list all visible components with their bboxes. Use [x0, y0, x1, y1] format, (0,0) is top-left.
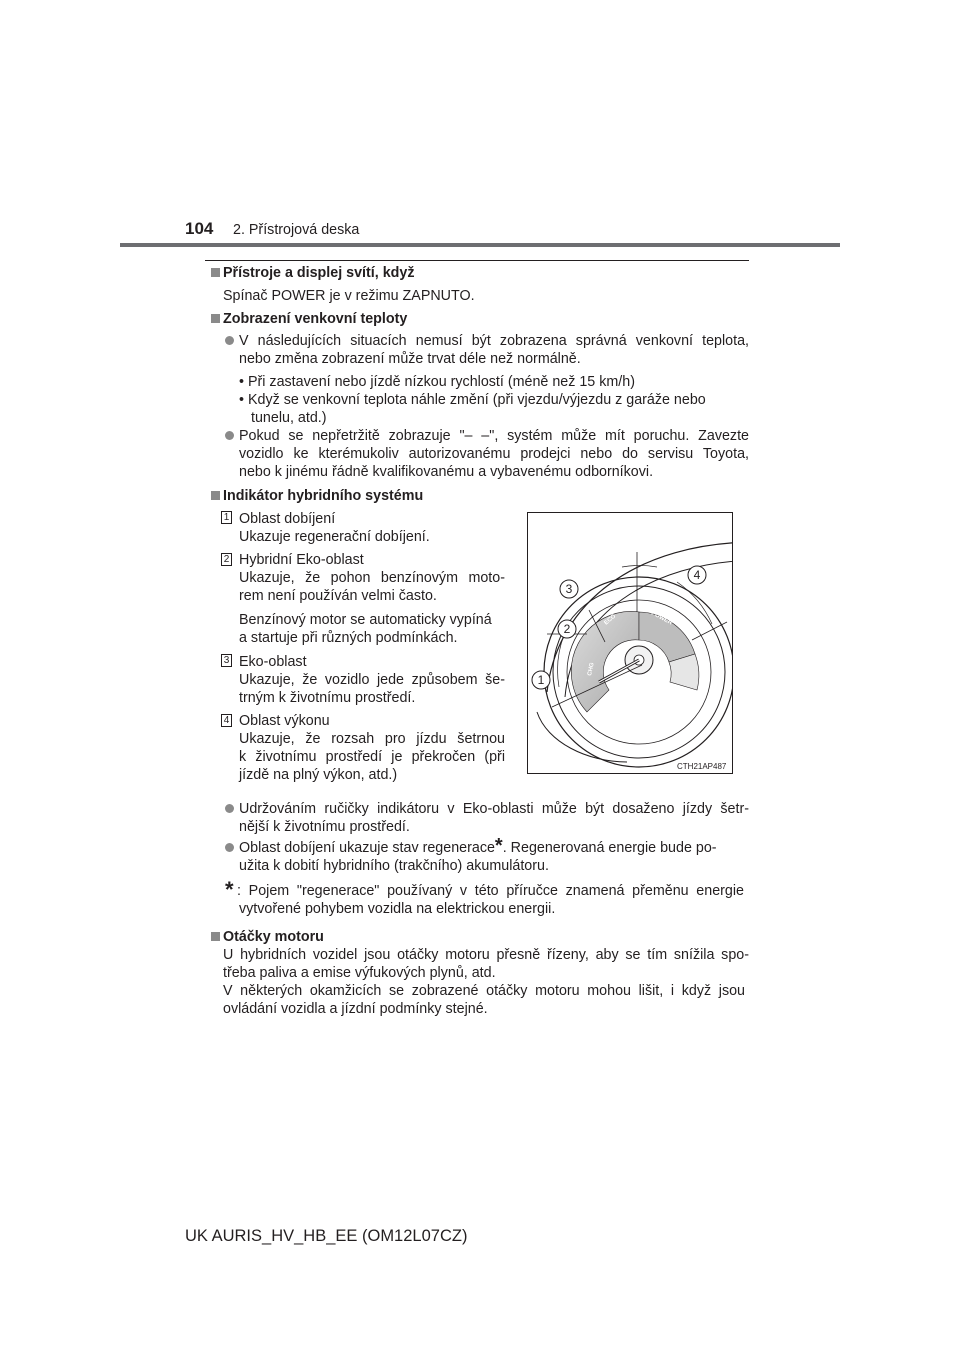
section-marker: [211, 491, 220, 500]
item-text: rem není používán velmi často.: [239, 588, 437, 604]
section-marker: [211, 268, 220, 277]
section-body: Spínač POWER je v režimu ZAPNUTO.: [223, 288, 475, 304]
list-item: tunelu, atd.): [251, 410, 327, 426]
header-rule: [120, 243, 840, 247]
gauge-label-eco: ECO: [603, 613, 618, 627]
bullet-dot: [225, 843, 234, 852]
paragraph-line: V následujících situacích nemusí být zobrazena správná venkovní teplota,: [239, 333, 749, 349]
paragraph-line: [239, 835, 749, 857]
section-title: Zobrazení venkovní teploty: [223, 311, 408, 327]
section-marker: [211, 314, 220, 323]
footer-model: UK AURIS_HV_HB_EE (OM12L07CZ): [185, 1227, 468, 1245]
paragraph-line: Pokud se nepřetržitě zobrazuje "– –", systém může mít poruchu. Zavezte: [239, 428, 749, 444]
bullet-dot: [225, 336, 234, 345]
item-text: jízdě na plný výkon, atd.): [239, 767, 398, 783]
callout-label: 4: [693, 568, 701, 582]
section-marker: [211, 932, 220, 941]
gauge-label-chg: CHG: [587, 662, 596, 677]
footnote-star: *: [225, 877, 234, 902]
footnote-line: : Pojem "regenerace" používaný v této příručce znamená přeměnu energie: [237, 883, 744, 899]
section-rule: [205, 260, 749, 261]
item-number: 1: [221, 511, 232, 524]
chapter-title: 2. Přístrojová deska: [233, 222, 360, 238]
paragraph-line: nebo změna zobrazení může trvat déle než normálně.: [239, 351, 581, 367]
list-item: • Při zastavení nebo jízdě nízkou rychlostí (méně než 15 km/h): [239, 374, 635, 390]
item-title: Oblast dobíjení: [239, 511, 336, 527]
paragraph-line: třeba paliva a emise výfukových plynů, atd.: [223, 965, 496, 981]
item-number: 4: [221, 714, 232, 727]
item-title: Oblast výkonu: [239, 713, 330, 729]
item-title: Hybridní Eko-oblast: [239, 552, 364, 568]
item-number: 2: [221, 553, 232, 566]
item-text: Ukazuje, že rozsah pro jízdu šetrnou: [239, 731, 505, 747]
paragraph-text: Oblast dobíjení ukazuje stav regenerace*. Regenerovaná energie bude po-: [239, 835, 717, 857]
paragraph-line: užita k dobití hybridního (trakčního) akumulátoru.: [239, 858, 549, 874]
figure-code: CTH21AP487: [677, 762, 727, 771]
paragraph-line: V některých okamžicích se zobrazené otáčky motoru mohou lišit, i když jsou: [223, 983, 745, 999]
page-number: 104: [185, 219, 214, 238]
list-item: • Když se venkovní teplota náhle změní (při vjezdu/výjezdu z garáže nebo: [239, 392, 706, 408]
callout-label: 2: [563, 622, 571, 636]
item-text: trným k životnímu prostředí.: [239, 690, 416, 706]
bullet-dot: [225, 804, 234, 813]
callout-label: 1: [537, 673, 545, 687]
paragraph-line: nější k životnímu prostředí.: [239, 819, 410, 835]
bullet-dot: [225, 431, 234, 440]
item-number: 3: [221, 654, 232, 667]
hybrid-indicator-figure: [527, 512, 733, 774]
item-text: Ukazuje, že pohon benzínovým moto-: [239, 570, 505, 586]
section-title: Indikátor hybridního systému: [223, 488, 424, 504]
callout-label: 3: [565, 582, 573, 596]
item-text: Benzínový motor se automaticky vypíná: [239, 612, 492, 628]
section-title: Otáčky motoru: [223, 929, 324, 945]
paragraph-line: vozidlo ke kterémukoliv autorizovanému prodejci nebo do servisu Toyota,: [239, 446, 749, 462]
paragraph-line: nebo k jinému řádně kvalifikovanému a vybavenému odborníkovi.: [239, 464, 654, 480]
gauge-label-power: POWER: [650, 610, 673, 627]
item-text: k životnímu prostředí je překročen (při: [239, 749, 505, 765]
item-text: Ukazuje regenerační dobíjení.: [239, 529, 430, 545]
item-title: Eko-oblast: [239, 654, 307, 670]
footnote-line: vytvořené pohybem vozidla na elektrickou energii.: [239, 901, 556, 917]
paragraph-line: Udržováním ručičky indikátoru v Eko-oblasti může být dosaženo jízdy šetr-: [239, 801, 749, 817]
paragraph-line: ovládání vozidla a jízdní podmínky stejné.: [223, 1001, 488, 1017]
item-text: a startuje při různých podmínkách.: [239, 630, 458, 646]
paragraph-line: U hybridních vozidel jsou otáčky motoru přesně řízeny, aby se tím snížila spo-: [223, 947, 749, 963]
item-text: Ukazuje, že vozidlo jede způsobem še-: [239, 672, 505, 688]
section-title: Přístroje a displej svítí, když: [223, 265, 415, 281]
